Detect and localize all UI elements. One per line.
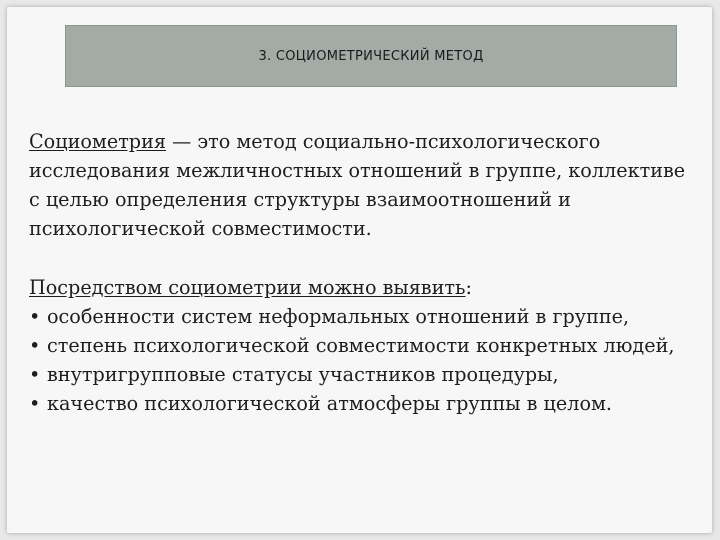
definition-term: Социометрия (29, 130, 166, 153)
slide-body (29, 127, 689, 418)
bullet-icon: • (29, 392, 41, 415)
slide-title: 3. СОЦИОМЕТРИЧЕСКИЙ МЕТОД (258, 48, 484, 64)
bullet-list (29, 302, 689, 418)
bullet-icon: • (29, 305, 41, 328)
list-item-text: степень психологической совместимости конкретных людей, (47, 334, 675, 357)
list-item-text: особенности систем неформальных отношений в группе, (47, 305, 630, 328)
list-item (29, 389, 689, 418)
slide (7, 7, 712, 533)
list-intro-underlined: Посредством социометрии можно выявить (29, 276, 466, 299)
list-item-text: качество психологической атмосферы группы в целом. (47, 392, 613, 415)
list-item-text: внутригрупповые статусы участников процедуры, (47, 363, 559, 386)
list-item (29, 331, 689, 360)
title-box (65, 25, 677, 87)
bullet-icon: • (29, 334, 41, 357)
bullet-icon: • (29, 363, 41, 386)
list-item (29, 360, 689, 389)
definition-paragraph (29, 127, 689, 243)
list-intro-suffix: : (465, 276, 472, 299)
definition-text: — это метод социально-психологического исследования межличностных отношений в группе, коллективе с целью определения структуры взаимоотношений и психологической совместимости. (29, 130, 686, 240)
list-intro (29, 273, 689, 302)
list-item (29, 302, 689, 331)
